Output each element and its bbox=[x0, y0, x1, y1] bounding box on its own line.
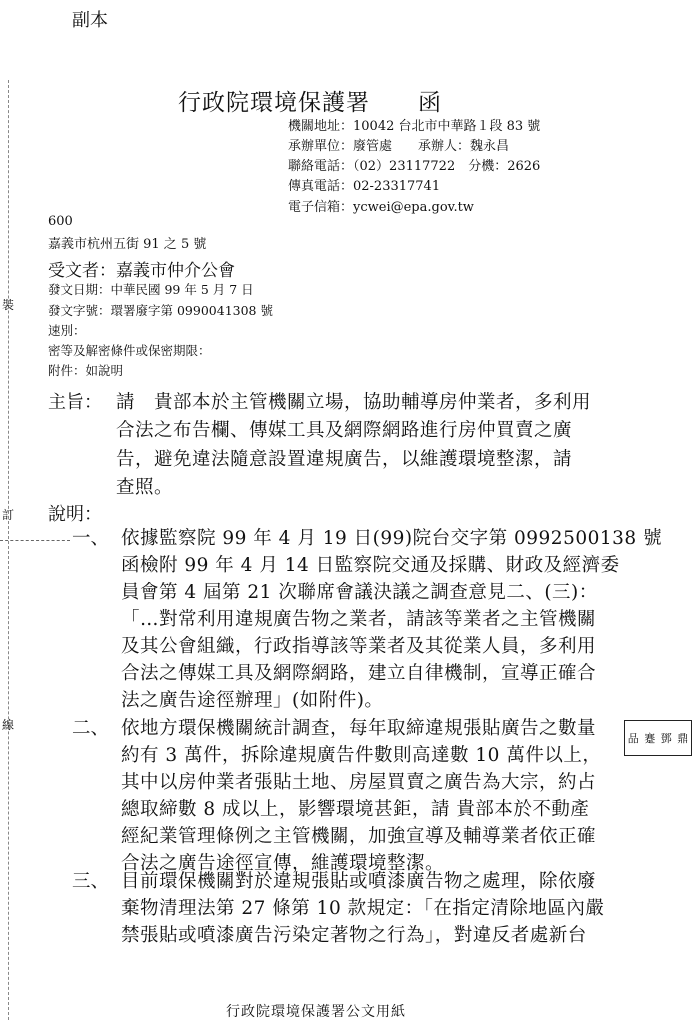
explanation-line: 員會第 4 屆第 21 次聯席會議決議之調查意見二、(三)： bbox=[121, 582, 598, 603]
contact-unit-person: 承辦單位：廢管處 承辦人：魏永昌 bbox=[288, 139, 510, 154]
contact-phone: 聯絡電話：（02）23117722 分機：2626 bbox=[288, 159, 541, 174]
binding-tick bbox=[0, 540, 70, 541]
explanation-line: 「…對常利用違規廣告物之業者，請該等業者之主管機關 bbox=[121, 609, 597, 630]
explanation-label: 說明： bbox=[48, 504, 102, 525]
security-level: 密等及解密條件或保密期限： bbox=[48, 343, 211, 358]
contact-email: 電子信箱：ycwei@epa.gov.tw bbox=[288, 200, 474, 215]
margin-mark-bind: 裝 bbox=[2, 298, 15, 312]
seal-char: 品 bbox=[627, 732, 639, 745]
explanation-line: 合法之廣告途徑宣傳，維護環境整潔。 bbox=[121, 853, 445, 874]
explanation-line: 函檢附 99 年 4 月 14 日監察院交通及採購、財政及經濟委 bbox=[121, 555, 620, 576]
explanation-line: 依地方環保機關統計調查，每年取締違規張貼廣告之數量 bbox=[121, 718, 597, 739]
binding-line bbox=[8, 80, 9, 1020]
copy-mark: 副本 bbox=[72, 10, 108, 31]
item-number: 一、 bbox=[72, 528, 110, 549]
margin-mark-staple: 訂 bbox=[2, 508, 15, 522]
recipient: 受文者：嘉義市仲介公會 bbox=[48, 261, 235, 281]
issue-date: 發文日期：中華民國 99 年 5 月 7 日 bbox=[48, 282, 254, 297]
explanation-line: 及其公會組織，行政指導該等業者及其從業人員，多利用 bbox=[121, 636, 597, 657]
recipient-zip: 600 bbox=[48, 214, 73, 229]
explanation-line: 禁張貼或噴漆廣告污染定著物之行為」，對違反者處新台 bbox=[121, 925, 587, 946]
subject-label: 主旨： bbox=[48, 392, 102, 413]
seal-char: 蹇 bbox=[644, 732, 656, 745]
explanation-line: 約有 3 萬件，拆除違規廣告件數則高達數 10 萬件以上， bbox=[121, 745, 602, 766]
explanation-line: 總取締數 8 成以上，影響環境甚鉅，請 貴部本於不動產 bbox=[121, 799, 590, 820]
explanation-line: 依據監察院 99 年 4 月 19 日(99)院台交字第 0992500138 號 bbox=[121, 528, 663, 549]
document-title: 行政院環境保護署 函 bbox=[178, 90, 442, 116]
official-seal bbox=[624, 720, 692, 756]
document-number: 發文字號：環署廢字第 0990041308 號 bbox=[48, 303, 273, 318]
seal-char: 鼎 bbox=[677, 732, 689, 745]
subject-line: 合法之布告欄、傳媒工具及網際網路進行房仲買賣之廣 bbox=[116, 420, 573, 441]
attachment: 附件：如說明 bbox=[48, 363, 124, 378]
explanation-line: 合法之傳媒工具及網際網路，建立自律機制，宣導正確合 bbox=[121, 663, 597, 684]
recipient-street: 嘉義市杭州五街 91 之 5 號 bbox=[48, 237, 207, 252]
subject-line: 告，避免違法隨意設置違規廣告，以維護環境整潔，請 bbox=[116, 449, 573, 470]
margin-mark-line: 線 bbox=[2, 718, 15, 732]
explanation-line: 法之廣告途徑辦理」(如附件)。 bbox=[121, 690, 384, 711]
explanation-line: 目前環保機關對於違規張貼或噴漆廣告物之處理，除依廢 bbox=[121, 871, 597, 892]
explanation-line: 其中以房仲業者張貼土地、房屋買賣之廣告為大宗，約占 bbox=[121, 772, 597, 793]
footer-stationery: 行政院環境保護署公文用紙 bbox=[226, 1004, 406, 1020]
subject-line: 查照。 bbox=[116, 477, 174, 498]
delivery-speed: 速別： bbox=[48, 323, 86, 338]
contact-address: 機關地址：10042 台北市中華路１段 83 號 bbox=[288, 119, 541, 134]
item-number: 三、 bbox=[72, 871, 110, 892]
seal-char: 鄧 bbox=[660, 732, 672, 745]
item-number: 二、 bbox=[72, 718, 110, 739]
explanation-line: 棄物清理法第 27 條第 10 款規定：「在指定清除地區內嚴 bbox=[121, 898, 605, 919]
contact-fax: 傳真電話：02-23317741 bbox=[288, 179, 441, 194]
subject-line: 請 貴部本於主管機關立場，協助輔導房仲業者，多利用 bbox=[116, 392, 592, 413]
explanation-line: 經紀業管理條例之主管機關，加強宣導及輔導業者依正確 bbox=[121, 826, 597, 847]
